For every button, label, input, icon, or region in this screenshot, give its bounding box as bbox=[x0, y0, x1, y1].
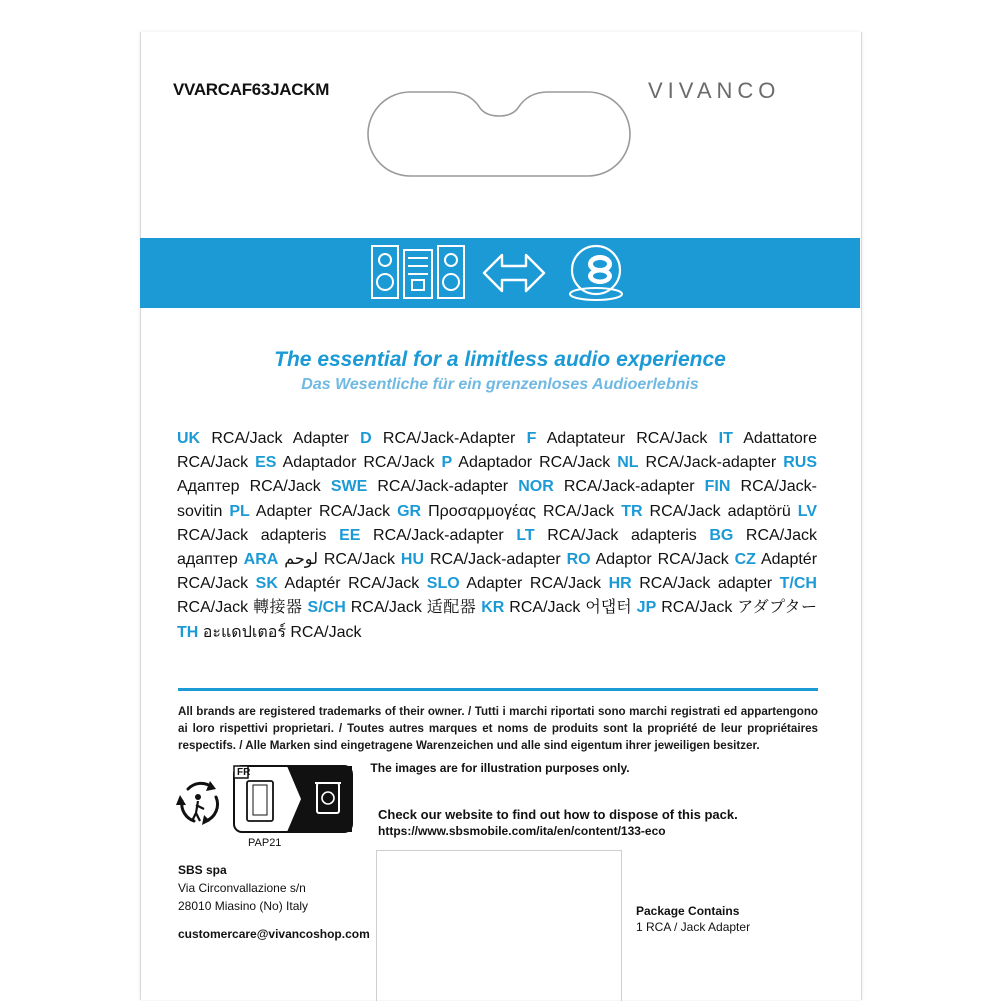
language-text: RCA/Jack アダプター bbox=[661, 599, 818, 617]
icon-band bbox=[140, 238, 860, 308]
language-code: CZ bbox=[734, 551, 756, 569]
stereo-system-icon bbox=[370, 238, 466, 308]
language-code: SLO bbox=[426, 575, 460, 593]
dispose-instructions: Check our website to find out how to dispose of this pack. bbox=[378, 807, 738, 822]
company-address bbox=[178, 861, 370, 943]
language-text: RCA/Jack 轉接器 bbox=[177, 599, 303, 617]
hang-hole-icon bbox=[366, 90, 632, 178]
language-code: KR bbox=[481, 599, 505, 617]
language-code: TR bbox=[621, 502, 643, 520]
recycling-person-icon bbox=[176, 775, 224, 831]
language-text: RCA/Jack-adapter bbox=[429, 551, 561, 569]
language-text: RCA/Jack-Adapter bbox=[382, 430, 516, 447]
language-text: Adaptér RCA/Jack bbox=[177, 551, 818, 593]
language-code: P bbox=[441, 454, 453, 472]
double-arrow-icon bbox=[480, 238, 548, 308]
language-text: RCA/Jack-adapter bbox=[563, 478, 695, 496]
illustration-notice: The images are for illustration purposes only. bbox=[370, 761, 630, 775]
language-text: RCA/Jack Adapter bbox=[211, 430, 349, 447]
language-text: Adapter RCA/Jack bbox=[466, 575, 602, 593]
language-text: Adaptér RCA/Jack bbox=[284, 575, 420, 593]
language-text: RCA/Jack адаптер bbox=[177, 526, 818, 569]
language-text: RCA/Jack adapteris bbox=[547, 526, 697, 544]
language-code: D bbox=[360, 430, 372, 447]
language-text: Адаптер RCA/Jack bbox=[177, 478, 321, 496]
language-code: SWE bbox=[330, 478, 368, 496]
language-text: Adaptor RCA/Jack bbox=[595, 551, 729, 569]
language-text: Adattatore RCA/Jack bbox=[177, 430, 818, 472]
language-text: RCA/Jack 어댑터 bbox=[509, 599, 632, 617]
language-code: IT bbox=[718, 430, 733, 447]
language-code: BG bbox=[709, 526, 734, 544]
language-code: RO bbox=[566, 551, 591, 569]
company-name: SBS spa bbox=[178, 863, 227, 877]
language-code: T/CH bbox=[779, 575, 817, 593]
language-code: RUS bbox=[783, 454, 818, 472]
multilingual-product-names bbox=[177, 427, 817, 645]
language-code: FIN bbox=[704, 478, 731, 496]
language-code: S/CH bbox=[307, 599, 346, 617]
language-code: TH bbox=[177, 623, 199, 641]
trademark-notice: All brands are registered trademarks of their owner. / Tutti i marchi riportati sono marchi registrati ed appartengono ai loro rispettivi proprietari. / Toutes autres marques et noms de produits sont la propriété de leur propriétaires respectifs. / Alle Marken sind eingetragene Warenzeichen und alle sind eigentum ihrer jeweiligen besitzer. bbox=[178, 705, 818, 752]
tagline-english: The essential for a limitless audio experience bbox=[274, 348, 726, 371]
tagline-german: Das Wesentliche für ein grenzenloses Audioerlebnis bbox=[301, 376, 699, 393]
package-heading: Package Contains bbox=[636, 904, 740, 918]
language-code: PL bbox=[229, 502, 250, 520]
language-text: Adaptador RCA/Jack bbox=[282, 454, 435, 472]
language-code: HU bbox=[400, 551, 425, 569]
company-street: Via Circonvallazione s/n bbox=[178, 881, 306, 895]
language-text: Adaptador RCA/Jack bbox=[458, 454, 611, 472]
language-code: LV bbox=[797, 502, 818, 520]
language-code: ES bbox=[255, 454, 277, 472]
company-city: 28010 Miasino (No) Italy bbox=[178, 899, 309, 913]
divider-rule bbox=[178, 688, 818, 691]
language-code: ARA bbox=[243, 551, 279, 569]
triman-sorting-icon bbox=[233, 765, 353, 833]
language-text: RCA/Jack-sovitin bbox=[177, 478, 817, 520]
language-code: UK bbox=[177, 430, 201, 447]
package-item: 1 RCA / Jack Adapter bbox=[636, 920, 751, 934]
package-contents bbox=[636, 903, 750, 935]
language-code: JP bbox=[636, 599, 657, 617]
language-text: RCA/Jack-adapter bbox=[377, 478, 509, 496]
language-text: RCA/Jack adapter bbox=[639, 575, 773, 593]
language-code: GR bbox=[397, 502, 422, 520]
dispose-url: https://www.sbsmobile.com/ita/en/content/133-eco bbox=[378, 824, 666, 838]
language-code: NOR bbox=[518, 478, 554, 496]
language-code: F bbox=[526, 430, 537, 447]
language-text: Adapter RCA/Jack bbox=[255, 502, 391, 520]
language-text: RCA/Jack 适配器 bbox=[350, 599, 477, 617]
language-text: RCA/Jack adaptörü bbox=[649, 502, 791, 520]
language-code: SK bbox=[255, 575, 278, 593]
language-code: HR bbox=[608, 575, 632, 593]
fr-label: FR bbox=[237, 767, 251, 778]
language-code: LT bbox=[516, 526, 535, 544]
language-code: NL bbox=[617, 454, 639, 472]
brand-logo: VIVANCO bbox=[648, 78, 781, 103]
language-text: Προσαρμογέας RCA/Jack bbox=[428, 502, 615, 520]
barcode-area bbox=[376, 850, 622, 1001]
language-code: EE bbox=[339, 526, 361, 544]
language-text: RCA/Jack adapteris bbox=[177, 526, 327, 544]
speaker-dome-icon bbox=[560, 238, 630, 308]
company-email: customercare@vivancoshop.com bbox=[178, 927, 370, 941]
language-text: لوحم RCA/Jack bbox=[284, 551, 395, 569]
product-sku: VVARCAF63JACKM bbox=[173, 80, 330, 99]
language-text: RCA/Jack-adapter bbox=[645, 454, 777, 472]
pap-code: PAP21 bbox=[248, 837, 282, 849]
language-text: อะแดปเตอร์ RCA/Jack bbox=[202, 623, 362, 641]
language-text: Adaptateur RCA/Jack bbox=[546, 430, 708, 447]
language-text: RCA/Jack-adapter bbox=[373, 526, 504, 544]
